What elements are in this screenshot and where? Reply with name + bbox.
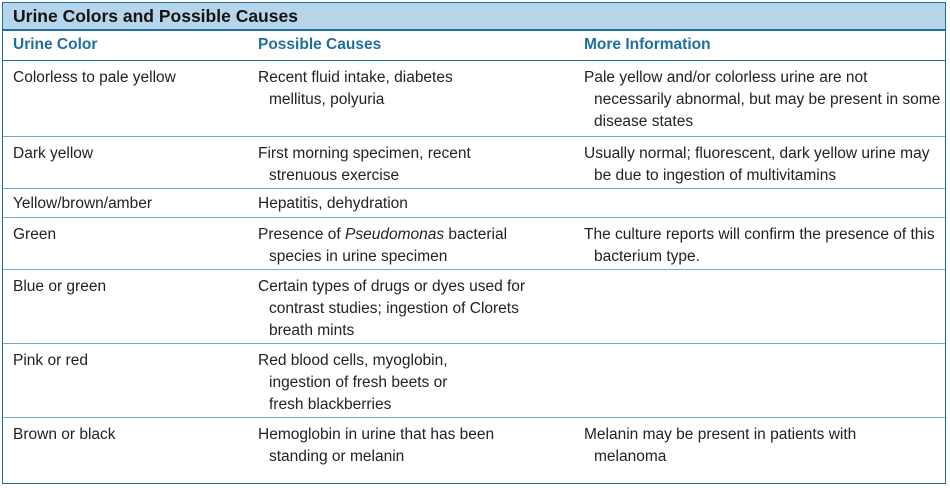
cell-urine-color: Yellow/brown/amber <box>13 195 153 212</box>
urine-colors-table <box>2 2 946 484</box>
cell-more-information: The culture reports will confirm the presence of this bacterium type. <box>584 226 935 265</box>
causes-text-after: bacterial species in urine specimen <box>269 226 508 265</box>
cell-possible-causes: Recent fluid intake, diabetes mellitus, polyuria <box>258 69 453 108</box>
cell-more-information: Pale yellow and/or colorless urine are not necessarily abnormal, but may be present in some disease states <box>584 69 941 130</box>
table-row <box>3 137 945 189</box>
cell-possible-causes: First morning specimen, recent strenuous exercise <box>258 145 471 184</box>
table-title: Urine Colors and Possible Causes <box>3 3 945 31</box>
cell-possible-causes: Hepatitis, dehydration <box>258 195 408 212</box>
header-possible-causes: Possible Causes <box>258 36 382 53</box>
cell-urine-color: Colorless to pale yellow <box>13 69 176 86</box>
table-row <box>3 270 945 344</box>
causes-text-before: Presence of <box>258 226 346 243</box>
table-row <box>3 218 945 270</box>
table-header-row <box>3 31 945 61</box>
cell-more-information: Usually normal; fluorescent, dark yellow urine may be due to ingestion of multivitamins <box>584 145 930 184</box>
cell-possible-causes: Hemoglobin in urine that has been standing or melanin <box>258 426 495 465</box>
cell-more-information: Melanin may be present in patients with melanoma <box>584 426 857 465</box>
cell-urine-color: Dark yellow <box>13 145 94 162</box>
header-urine-color: Urine Color <box>13 36 98 53</box>
header-more-information: More Information <box>584 36 711 53</box>
cell-urine-color: Green <box>13 226 57 243</box>
table-row <box>3 344 945 418</box>
cell-possible-causes <box>258 224 544 268</box>
table-row <box>3 189 945 218</box>
cell-urine-color: Brown or black <box>13 426 116 443</box>
cell-urine-color: Blue or green <box>13 278 107 295</box>
causes-text-italic: Pseudomonas <box>345 226 445 243</box>
table-row <box>3 418 945 484</box>
cell-possible-causes: Certain types of drugs or dyes used for contrast studies; ingestion of Clorets breath mints <box>258 278 526 339</box>
cell-possible-causes: Red blood cells, myoglobin, ingestion of fresh beets or fresh blackberries <box>258 352 448 413</box>
table-row <box>3 61 945 137</box>
cell-urine-color: Pink or red <box>13 352 88 369</box>
